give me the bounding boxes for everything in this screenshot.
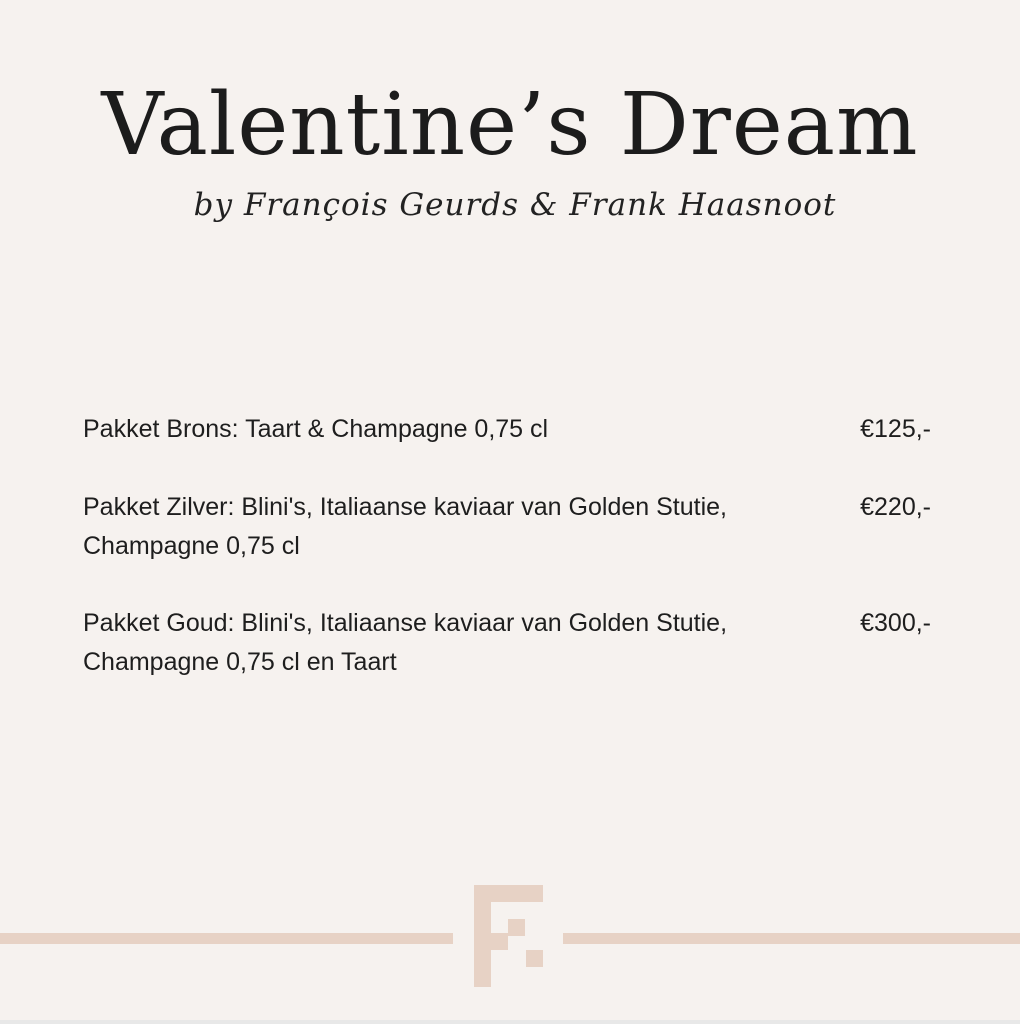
footer-divider-left <box>0 933 453 944</box>
package-description: Pakket Goud: Blini's, Italiaanse kaviaar van Golden Stutie, Champagne 0,75 cl en Taart <box>83 609 728 676</box>
package-description: Pakket Brons: Taart & Champagne 0,75 cl <box>83 415 549 443</box>
bottom-edge <box>0 1020 1020 1024</box>
footer-divider-right <box>563 933 1020 944</box>
package-price: €220,- <box>860 493 931 521</box>
package-description: Pakket Zilver: Blini's, Italiaanse kaviaar van Golden Stutie, Champagne 0,75 cl <box>83 493 727 560</box>
package-item-zilver <box>83 488 933 604</box>
package-price: €125,- <box>860 415 931 443</box>
page-subtitle: by François Geurds & Frank Haasnoot <box>193 187 837 223</box>
page-title: Valentine’s Dream <box>101 75 919 175</box>
package-item-goud <box>83 604 933 684</box>
f-monogram-logo-icon <box>474 885 543 987</box>
package-price: €300,- <box>860 609 931 637</box>
package-list <box>83 410 933 684</box>
package-item-brons <box>83 410 933 488</box>
